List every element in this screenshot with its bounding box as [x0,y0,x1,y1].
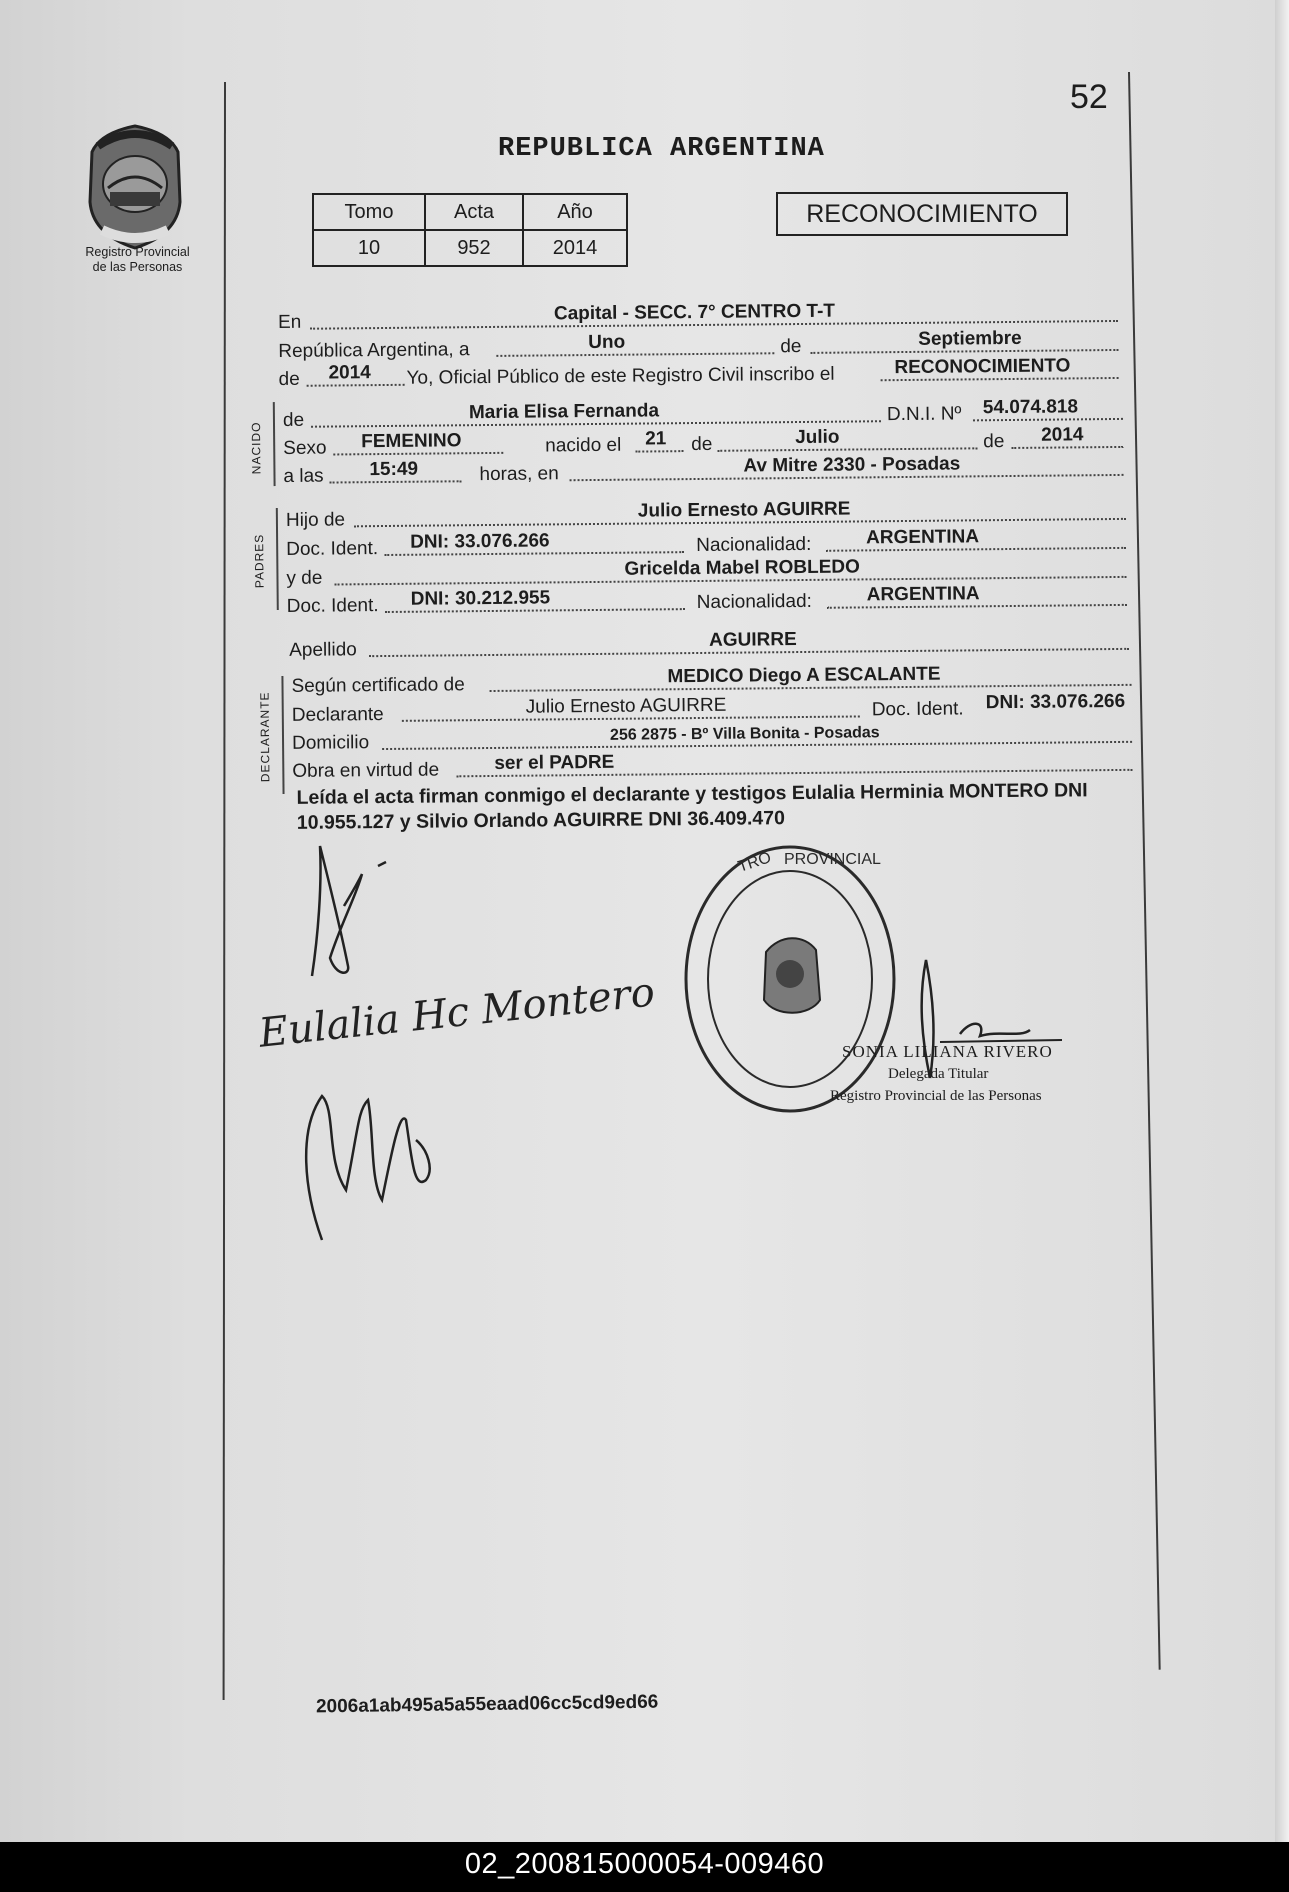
official-organization: Registro Provincial de las Personas [830,1088,1042,1104]
de-label: de [780,335,802,358]
mother-name: Gricelda Mabel ROBLEDO [624,556,860,580]
acta-value: 952 [425,230,523,266]
nacido-section-label: NACIDO [248,421,264,475]
scan-id: 02_200815000054-009460 [464,1848,825,1880]
nacido-bracket [273,402,276,486]
witness-signature: Eulalia Hc Montero [256,969,657,1057]
apellido-row [289,626,1129,664]
sexo-label: Sexo [283,437,327,459]
republica-label: República Argentina, a [278,339,470,363]
day-value: Uno [588,331,626,354]
apellido-value: AGUIRRE [708,629,797,651]
doc-ident-label: Doc. Ident. [871,698,964,721]
anio-value: 2014 [523,230,627,266]
birth-year: 2014 [1041,424,1084,446]
address-value: 256 2875 - Bº Villa Bonita - Posadas [609,724,880,744]
year-value: 2014 [328,362,371,384]
declarant-signature [300,826,410,986]
nacionalidad-label: Nacionalidad: [696,533,812,557]
mother-doc: DNI: 30.212.955 [410,587,551,610]
anio-header: Año [523,194,627,230]
obra-label: Obra en virtud de [292,759,440,782]
document-hash: 2006a1ab495a5a55eaad06cc5cd9ed66 [315,1691,659,1718]
registry-label-line1: Registro Provincial [85,245,190,259]
birth-day: 21 [645,428,667,450]
declarante-label: Declarante [291,704,384,726]
birth-time: 15:49 [369,458,419,481]
svg-text:PROVINCIAL: PROVINCIAL [784,851,881,868]
second-witness-signature [296,1070,446,1250]
padres-bracket [276,508,279,610]
document-type-box: RECONOCIMIENTO [776,192,1068,236]
apellido-label: Apellido [289,639,357,661]
horas-en-label: horas, en [479,463,559,486]
padres-section-label: PADRES [252,533,267,589]
birth-place: Av Mitre 2330 - Posadas [743,453,961,477]
father-nationality: ARGENTINA [866,526,980,549]
page-number: 52 [1070,78,1108,116]
a-las-label: a las [283,465,324,487]
de-label: de [983,431,1005,453]
month-value: Septiembre [918,327,1022,350]
birth-month: Julio [795,426,840,449]
mother-nationality: ARGENTINA [866,583,980,606]
officer-text: Yo, Oficial Público de este Registro Civil inscribo el [406,363,835,389]
reading-statement: Leída el acta firman conmigo el declarante y testigos Eulalia Herminia MONTERO DNI 10.955.127 y Silvio Orlando AGUIRRE DNI 36.409.470 [296,779,1088,834]
registry-label-line2: de las Personas [92,260,183,274]
cert-label: Según certificado de [291,674,465,697]
en-label: En [277,311,302,334]
svg-text:TRO: TRO [735,849,774,876]
child-name: Maria Elisa Fernanda [468,400,660,424]
dotted-line [717,426,977,451]
y-de-label: y de [286,567,323,589]
place-value: Capital - SECC. 7° CENTRO T-T [553,300,836,325]
declarante-bracket [281,676,284,794]
nacionalidad-label: Nacionalidad: [696,590,812,614]
child-dni: 54.074.818 [982,396,1079,419]
de-label: de [691,433,713,456]
official-title: Delegada Titular [888,1066,989,1082]
dni-label: D.N.I. Nº [886,403,962,426]
father-doc: DNI: 33.076.266 [410,530,550,553]
father-name: Julio Ernesto AGUIRRE [637,498,851,522]
hijo-de-label: Hijo de [285,509,346,531]
de-label: de [278,368,300,391]
acta-header: Acta [425,194,523,230]
nacido-el-label: nacido el [545,434,622,457]
tomo-header: Tomo [313,194,425,230]
official-seal-stamp [680,840,900,1118]
obra-value: ser el PADRE [494,751,615,774]
declarante-section-label: DECLARANTE [257,691,273,783]
certificate-value: MEDICO Diego A ESCALANTE [667,663,941,688]
tomo-value: 10 [313,230,425,266]
official-name: SONIA LILIANA RIVERO [842,1042,1053,1061]
act-value: RECONOCIMIENTO [894,355,1071,379]
sexo-value: FEMENINO [361,430,462,453]
scan-footer-bar [0,1842,1289,1892]
dotted-line [496,331,774,357]
doc-ident-label: Doc. Ident. [286,595,379,617]
domicilio-label: Domicilio [291,732,370,754]
declarante-name: Julio Ernesto AGUIRRE [525,694,727,718]
doc-ident-label: Doc. Ident. [286,538,379,560]
country-heading: REPUBLICA ARGENTINA [498,134,825,164]
de-label: de [282,409,305,431]
declarante-doc: DNI: 33.076.266 [985,690,1126,714]
